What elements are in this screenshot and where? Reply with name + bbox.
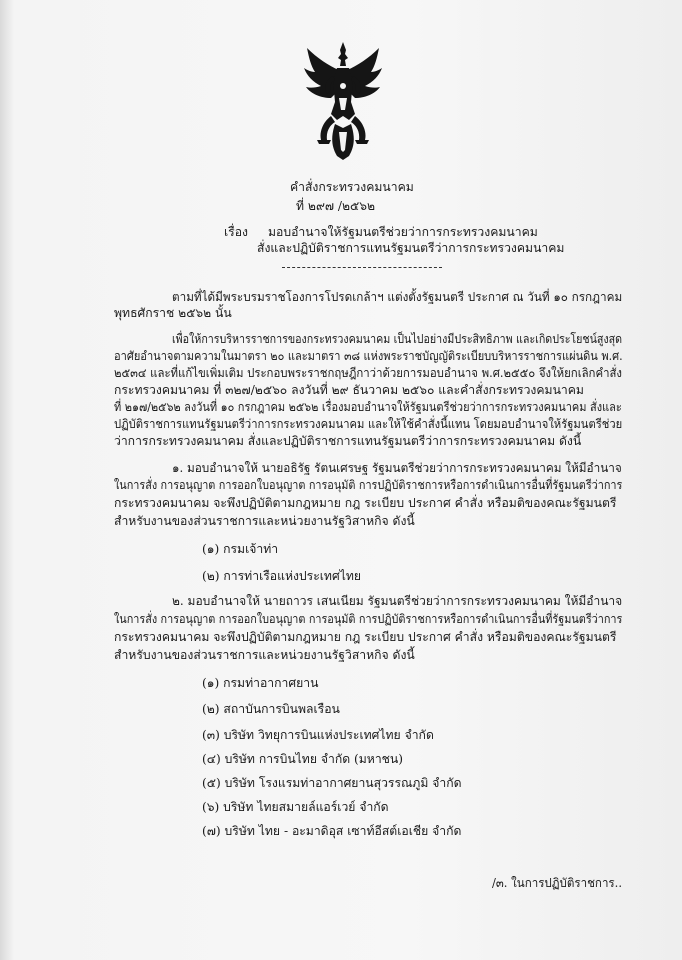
subject-label: เรื่อง <box>224 225 248 239</box>
section2-line: กระทรวงคมนาคม จะพึงปฏิบัติตามกฎหมาย กฎ ระเบียบ ประกาศ คำสั่ง หรือมติของคณะรัฐมนตรี <box>114 630 617 644</box>
preamble-line: พุทธศักราช ๒๕๖๒ นั้น <box>114 306 232 320</box>
section1-line: กระทรวงคมนาคม จะพึงปฏิบัติตามกฎหมาย กฎ ระเบียบ ประกาศ คำสั่ง หรือมติของคณะรัฐมนตรี <box>114 496 617 510</box>
body-line: ๒๕๓๔ และที่แก้ไขเพิ่มเติม ประกอบพระราชกฤษฎีกาว่าด้วยการมอบอำนาจ พ.ศ.๒๕๕๐ จึงให้ยกเลิกคำสั่ง <box>114 366 622 380</box>
section2-item: (๑) กรมท่าอากาศยาน <box>202 676 319 690</box>
subject-line-2: สั่งและปฏิบัติราชการแทนรัฐมนตรีว่าการกระทรวงคมนาคม <box>257 241 565 255</box>
body-line: ที่ ๒๑๗/๒๕๖๒ ลงวันที่ ๑๐ กรกฎาคม ๒๕๖๒ เรื่องมอบอำนาจให้รัฐมนตรีช่วยว่าการกระทรวงคมนาคม สั่งและ <box>114 400 622 414</box>
section1-line: ในการสั่ง การอนุญาต การออกใบอนุญาต การอนุมัติ การปฏิบัติราชการหรือการดำเนินการอื่นที่รัฐมนตรีว่าการ <box>114 478 623 492</box>
section1-item: (๑) กรมเจ้าท่า <box>202 542 279 556</box>
section1-item: (๒) การท่าเรือแห่งประเทศไทย <box>202 569 362 583</box>
section2-item: (๖) บริษัท ไทยสมายล์แอร์เวย์ จำกัด <box>202 800 389 814</box>
section2-line: สำหรับงานของส่วนราชการและหน่วยงานรัฐวิสาหกิจ ดังนี้ <box>114 648 415 662</box>
section2-line: ในการสั่ง การอนุญาต การออกใบอนุญาต การอนุมัติ การปฏิบัติราชการหรือการดำเนินการอื่นที่รัฐมนตรีว่าการ <box>114 612 623 626</box>
body-line: ปฏิบัติราชการแทนรัฐมนตรีว่าการกระทรวงคมนาคม และให้ใช้คำสั่งนี้แทน โดยมอบอำนาจให้รัฐมนตรีช่วย <box>114 417 623 431</box>
body-line: ว่าการกระทรวงคมนาคม สั่งและปฏิบัติราชการแทนรัฐมนตรีว่าการกระทรวงคมนาคม ดังนี้ <box>114 434 582 448</box>
continuation-note: /๓. ในการปฏิบัติราชการ.. <box>492 876 623 890</box>
order-number: ที่ ๒๙๗ /๒๕๖๒ <box>296 199 376 213</box>
section2-item: (๒) สถาบันการบินพลเรือน <box>202 702 340 716</box>
section2-line: ๒. มอบอำนาจให้ นายถาวร เสนเนียม รัฐมนตรีช่วยว่าการกระทรวงคมนาคม ให้มีอำนาจ <box>172 594 623 608</box>
garuda-emblem <box>301 40 385 162</box>
section2-item: (๓) บริษัท วิทยุการบินแห่งประเทศไทย จำกัด <box>202 728 434 742</box>
section1-line: สำหรับงานของส่วนราชการและหน่วยงานรัฐวิสาหกิจ ดังนี้ <box>114 514 415 528</box>
body-line: เพื่อให้การบริหารราชการของกระทรวงคมนาคม เป็นไปอย่างมีประสิทธิภาพ และเกิดประโยชน์สูงสุด <box>172 332 623 346</box>
preamble-line: ตามที่ได้มีพระบรมราชโองการโปรดเกล้าฯ แต่งตั้งรัฐมนตรี ประกาศ ณ วันที่ ๑๐ กรกฎาคม <box>172 290 623 304</box>
section2-item: (๗) บริษัท ไทย - อะมาดิอุส เซาท์อีสต์เอเชีย จำกัด <box>202 824 462 838</box>
body-line: กระทรวงคมนาคม ที่ ๓๒๗/๒๕๖๐ ลงวันที่ ๒๙ ธันวาคม ๒๕๖๐ และคำสั่งกระทรวงคมนาคม <box>114 383 584 397</box>
section2-item: (๕) บริษัท โรงแรมท่าอากาศยานสุวรรณภูมิ จำกัด <box>202 776 462 790</box>
header-divider <box>282 267 442 268</box>
order-title: คำสั่งกระทรวงคมนาคม <box>290 180 414 194</box>
section2-item: (๔) บริษัท การบินไทย จำกัด (มหาชน) <box>202 752 404 766</box>
body-line: อาศัยอำนาจตามความในมาตรา ๒๐ และมาตรา ๓๘ แห่งพระราชบัญญัติระเบียบบริหารราชการแผ่นดิน พ.ศ. <box>114 349 623 363</box>
section1-line: ๑. มอบอำนาจให้ นายอธิรัฐ รัตนเศรษฐ รัฐมนตรีช่วยว่าการกระทรวงคมนาคม ให้มีอำนาจ <box>172 461 622 475</box>
subject-line-1: มอบอำนาจให้รัฐมนตรีช่วยว่าการกระทรวงคมนาคม <box>268 225 538 239</box>
